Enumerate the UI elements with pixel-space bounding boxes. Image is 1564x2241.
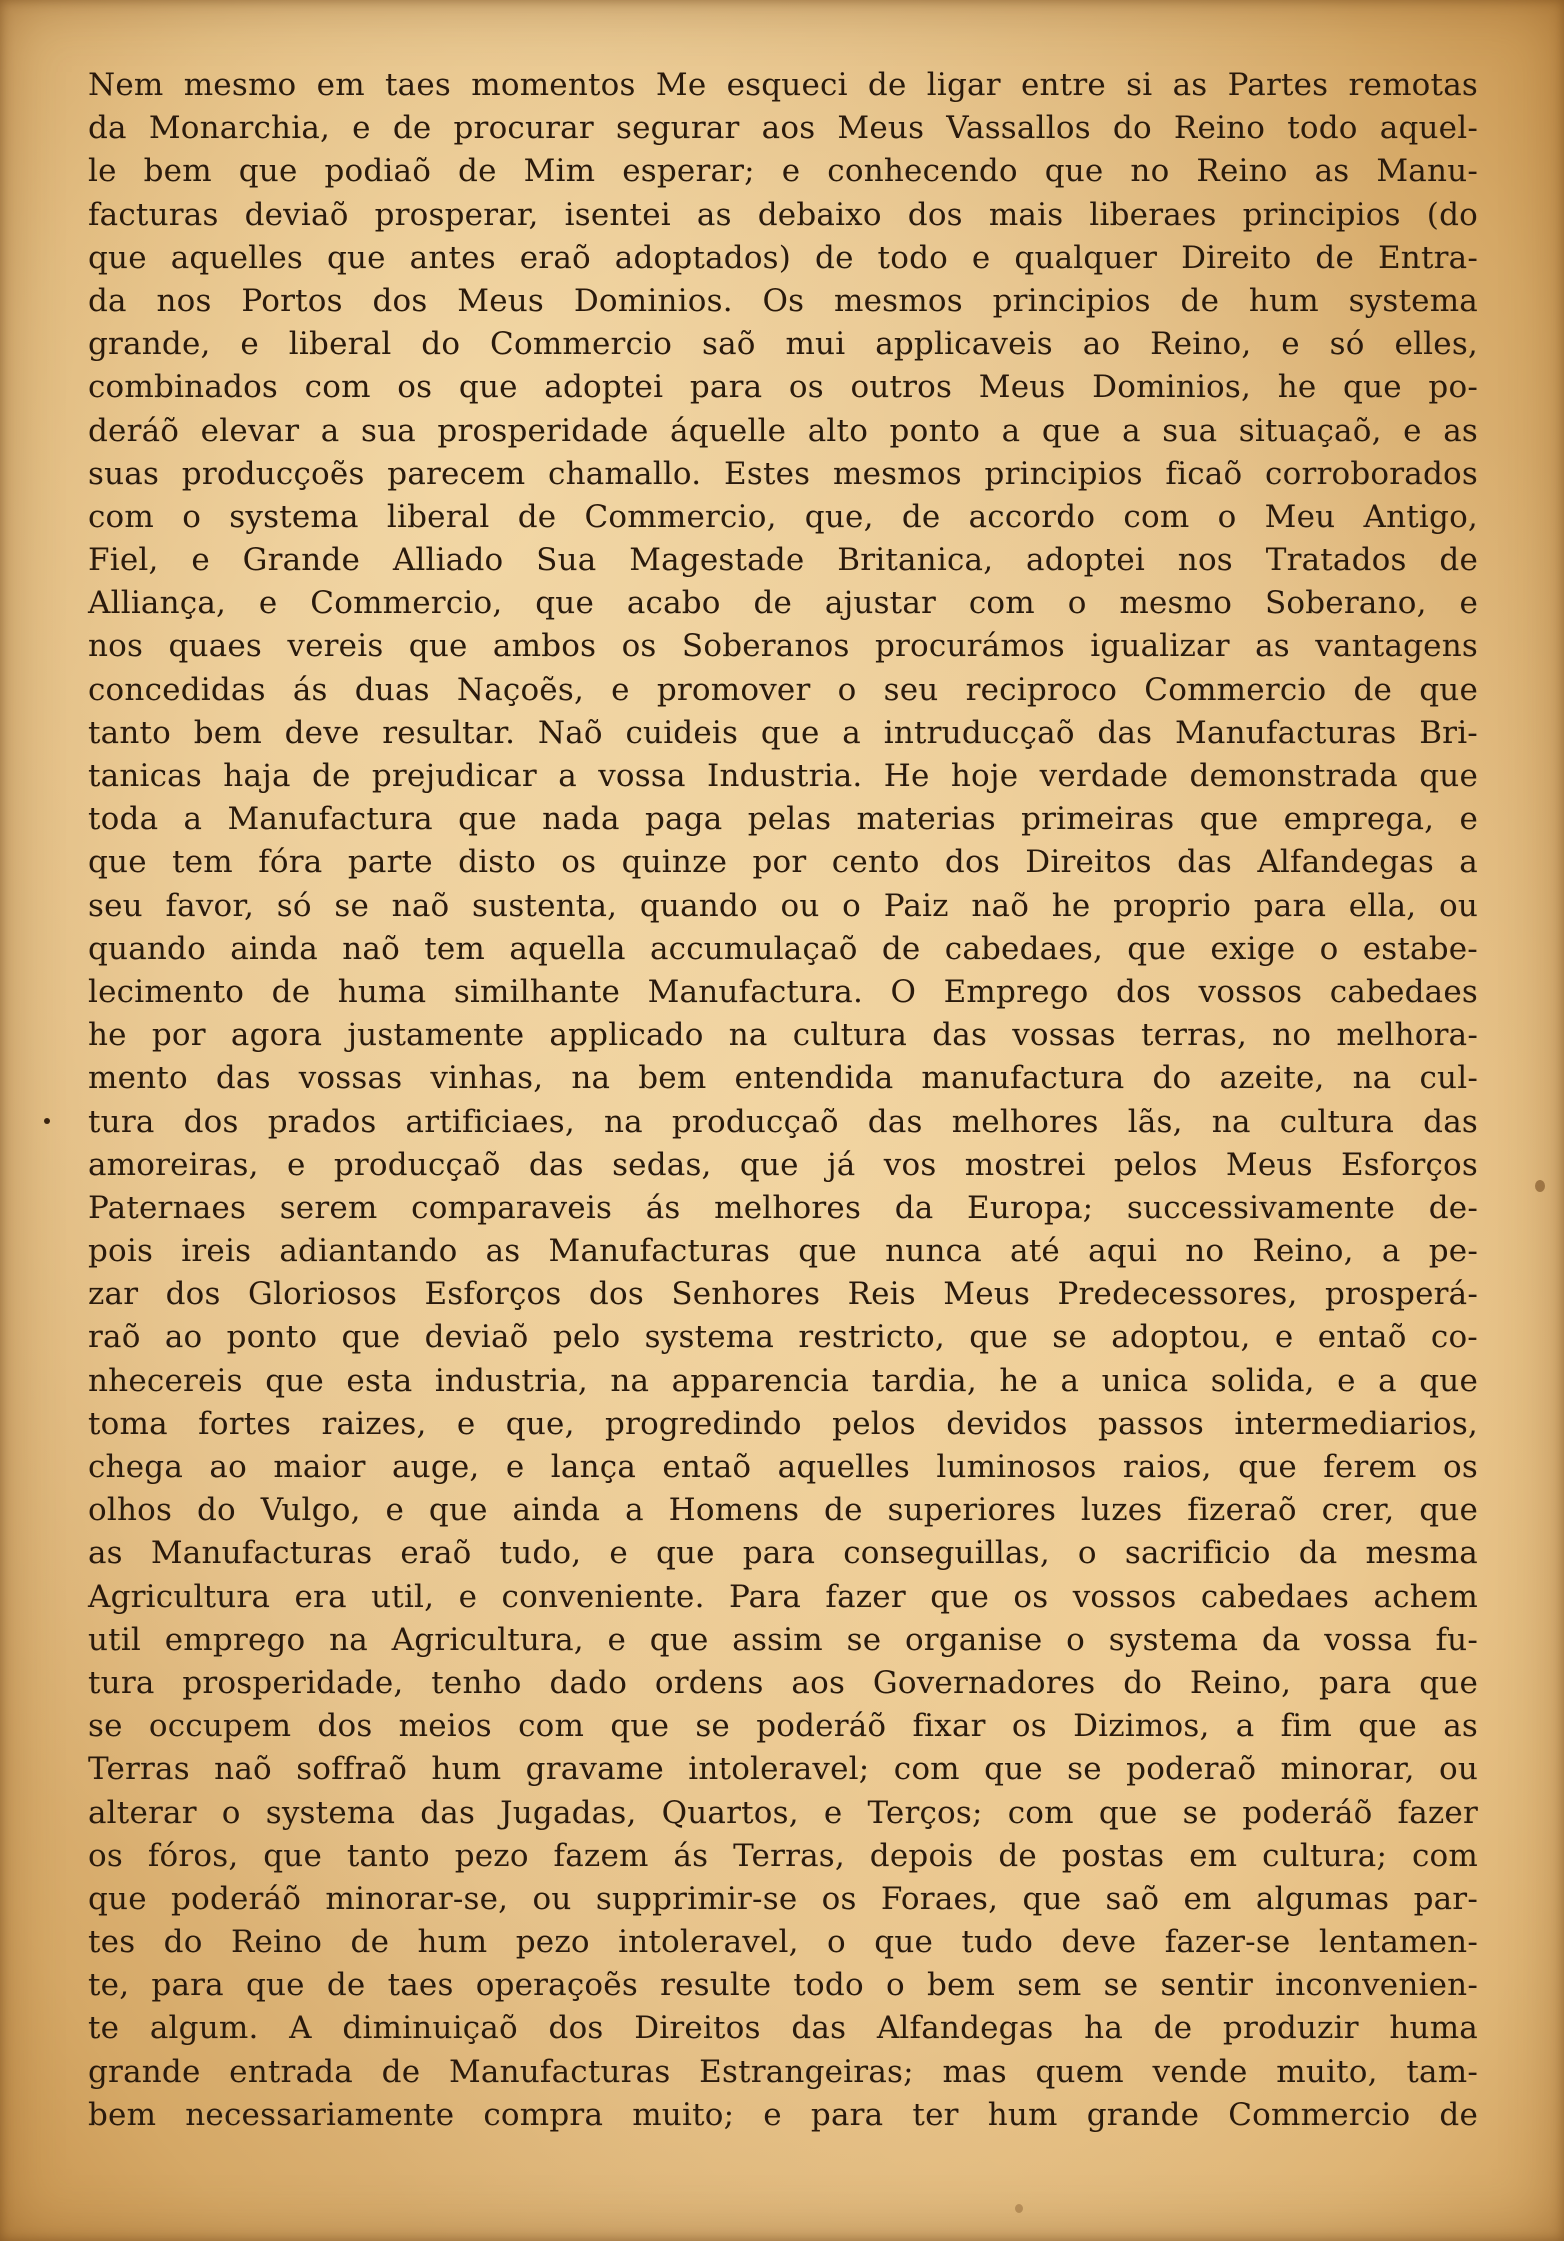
text-line: tes do Reino de hum pezo intoleravel, o que tudo deve fazer-se lentamen-	[88, 1924, 1478, 1961]
text-line: te, para que de taes operaçoẽs resulte todo o bem sem se sentir inconvenien-	[88, 1967, 1478, 2004]
text-line: le bem que podiaõ de Mim esperar; e conhecendo que no Reino as Manu-	[88, 153, 1478, 190]
text-line: da Monarchia, e de procurar segurar aos Meus Vassallos do Reino todo aquel-	[88, 110, 1478, 147]
text-line: te algum. A diminuiçaõ dos Direitos das Alfandegas ha de produzir huma	[88, 2010, 1478, 2047]
text-line: grande, e liberal do Commercio saõ mui applicaveis ao Reino, e só elles,	[88, 326, 1478, 363]
text-line: tura dos prados artificiaes, na producçaõ das melhores lãs, na cultura das	[88, 1103, 1478, 1140]
text-line: suas producçoẽs parecem chamallo. Estes mesmos principios ficaõ corroborados	[88, 455, 1478, 492]
text-line: quando ainda naõ tem aquella accumulaçaõ de cabedaes, que exige o estabe-	[88, 930, 1478, 967]
text-line: concedidas ás duas Naçoẽs, e promover o seu reciproco Commercio de que	[88, 671, 1478, 708]
text-line: Agricultura era util, e conveniente. Para fazer que os vossos cabedaes achem	[88, 1578, 1478, 1615]
text-line: Terras naõ soffraõ hum gravame intoleravel; com que se poderaõ minorar, ou	[88, 1751, 1478, 1788]
text-line: zar dos Gloriosos Esforços dos Senhores Reis Meus Predecessores, prosperá-	[88, 1276, 1478, 1313]
text-line: com o systema liberal de Commercio, que, de accordo com o Meu Antigo,	[88, 498, 1478, 535]
text-line: Fiel, e Grande Alliado Sua Magestade Britanica, adoptei nos Tratados de	[88, 542, 1478, 579]
text-line: he por agora justamente applicado na cultura das vossas terras, no melhora-	[88, 1017, 1478, 1054]
margin-dot	[44, 1118, 50, 1124]
text-line: Alliança, e Commercio, que acabo de ajustar com o mesmo Soberano, e	[88, 585, 1478, 622]
paper-stain	[1015, 2204, 1023, 2213]
document-body	[88, 64, 1478, 2137]
text-line: nos quaes vereis que ambos os Soberanos procurámos igualizar as vantagens	[88, 628, 1478, 665]
paper-stain	[1535, 1180, 1545, 1192]
text-line: os fóros, que tanto pezo fazem ás Terras, depois de postas em cultura; com	[88, 1837, 1478, 1874]
text-line: Nem mesmo em taes momentos Me esqueci de ligar entre si as Partes remotas	[88, 67, 1478, 103]
text-line: raõ ao ponto que deviaõ pelo systema restricto, que se adoptou, e entaõ co-	[88, 1319, 1478, 1356]
text-line: se occupem dos meios com que se poderáõ fixar os Dizimos, a fim que as	[88, 1708, 1478, 1745]
text-line: que tem fóra parte disto os quinze por cento dos Direitos das Alfandegas a	[88, 844, 1478, 881]
text-line: util emprego na Agricultura, e que assim se organise o systema da vossa fu-	[88, 1621, 1478, 1658]
text-line: olhos do Vulgo, e que ainda a Homens de superiores luzes fizeraõ crer, que	[88, 1492, 1478, 1529]
text-line: nhecereis que esta industria, na apparencia tardia, he a unica solida, e a que	[88, 1362, 1478, 1399]
text-line: tanto bem deve resultar. Naõ cuideis que a intruducçaõ das Manufacturas Bri-	[88, 714, 1478, 751]
text-line: grande entrada de Manufacturas Estrangeiras; mas quem vende muito, tam-	[88, 2053, 1478, 2090]
text-line: as Manufacturas eraõ tudo, e que para conseguillas, o sacrificio da mesma	[88, 1535, 1478, 1572]
text-line: chega ao maior auge, e lança entaõ aquelles luminosos raios, que ferem os	[88, 1449, 1478, 1485]
text-line: alterar o systema das Jugadas, Quartos, e Terços; com que se poderáõ fazer	[88, 1794, 1478, 1831]
text-line: seu favor, só se naõ sustenta, quando ou o Paiz naõ he proprio para ella, ou	[88, 887, 1478, 924]
text-line: lecimento de huma similhante Manufactura. O Emprego dos vossos cabedaes	[88, 973, 1478, 1010]
text-line: mento das vossas vinhas, na bem entendida manufactura do azeite, na cul-	[88, 1060, 1478, 1097]
text-line: amoreiras, e producçaõ das sedas, que já vos mostrei pelos Meus Esforços	[88, 1146, 1478, 1183]
text-line: combinados com os que adoptei para os outros Meus Dominios, he que po-	[88, 369, 1478, 406]
text-line: pois ireis adiantando as Manufacturas que nunca até aqui no Reino, a pe-	[88, 1233, 1478, 1270]
text-line: da nos Portos dos Meus Dominios. Os mesmos principios de hum systema	[88, 282, 1478, 319]
text-line: toma fortes raizes, e que, progredindo pelos devidos passos intermediarios,	[88, 1405, 1478, 1442]
text-line: tura prosperidade, tenho dado ordens aos Governadores do Reino, para que	[88, 1664, 1478, 1701]
text-line: tanicas haja de prejudicar a vossa Industria. He hoje verdade demonstrada que	[88, 758, 1478, 794]
text-line: toda a Manufactura que nada paga pelas materias primeiras que emprega, e	[88, 801, 1478, 838]
text-line: facturas deviaõ prosperar, isentei as debaixo dos mais liberaes principios (do	[88, 196, 1478, 233]
text-line: Paternaes serem comparaveis ás melhores da Europa; successivamente de-	[88, 1189, 1478, 1226]
text-line: deráõ elevar a sua prosperidade áquelle alto ponto a que a sua situaçaõ, e as	[88, 412, 1478, 449]
text-line: que poderáõ minorar-se, ou supprimir-se os Foraes, que saõ em algumas par-	[88, 1880, 1478, 1917]
text-line: bem necessariamente compra muito; e para ter hum grande Commercio de	[88, 2096, 1478, 2133]
text-line: que aquelles que antes eraõ adoptados) de todo e qualquer Direito de Entra-	[88, 239, 1478, 276]
